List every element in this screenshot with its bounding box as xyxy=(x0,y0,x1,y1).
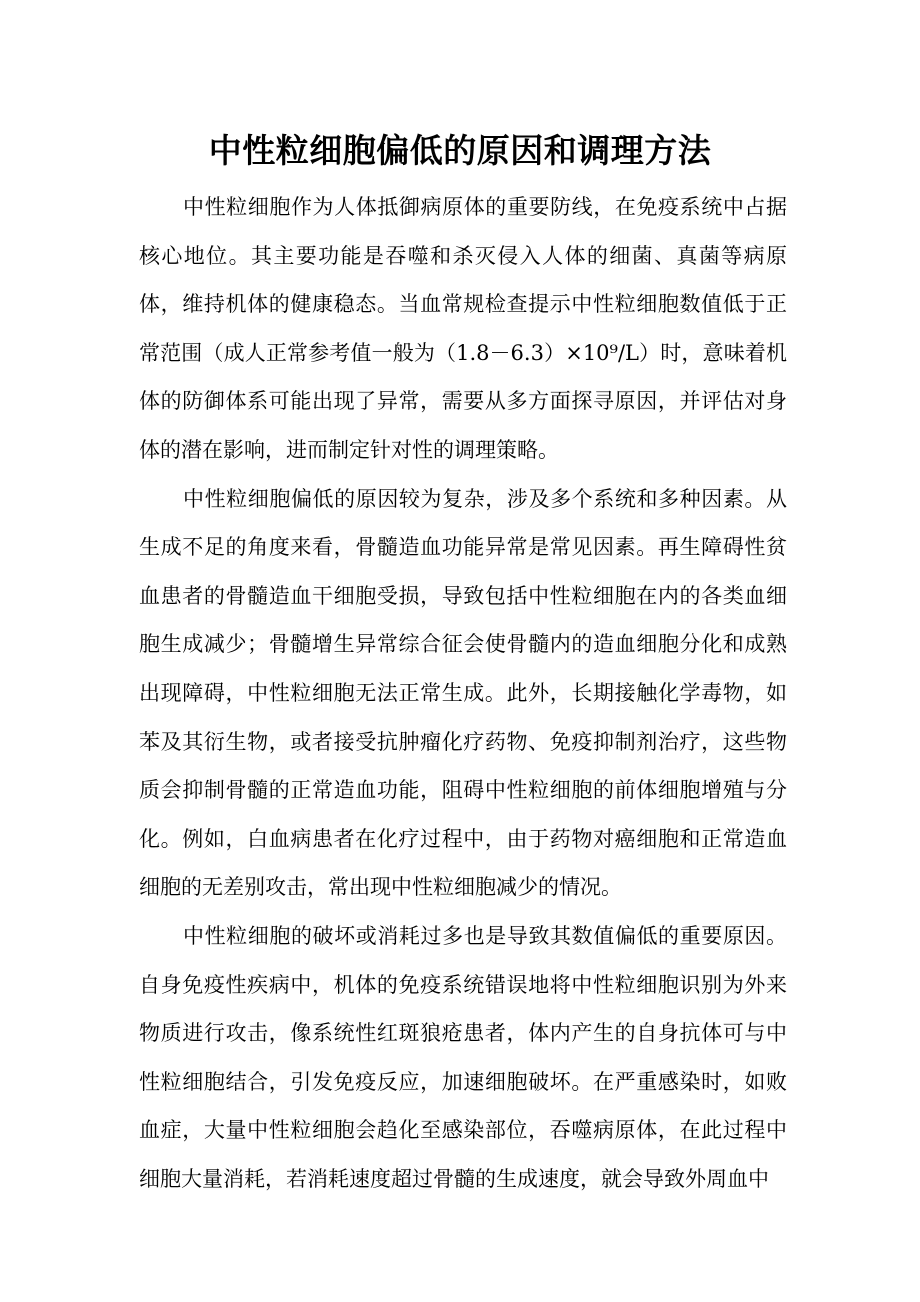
page-title: 中性粒细胞偏低的原因和调理方法 xyxy=(208,131,712,170)
document-body xyxy=(139,183,787,1203)
paragraph-3: 中性粒细胞的破坏或消耗过多也是导致其数值偏低的重要原因。自身免疫性疾病中，机体的免疫系统错误地将中性粒细胞识别为外来物质进行攻击，像系统性红斑狼疮患者，体内产生的自身抗体可与中性粒细胞结合，引发免疫反应，加速细胞破坏。在严重感染时，如败血症，大量中性粒细胞会趋化至感染部位，吞噬病原体，在此过程中细胞大量消耗，若消耗速度超过骨髓的生成速度，就会导致外周血中 xyxy=(139,923,787,1191)
paragraph-2: 中性粒细胞偏低的原因较为复杂，涉及多个系统和多种因素。从生成不足的角度来看，骨髓造血功能异常是常见因素。再生障碍性贫血患者的骨髓造血干细胞受损，导致包括中性粒细胞在内的各类血细胞生成减少；骨髓增生异常综合征会使骨髓内的造血细胞分化和成熟出现障碍，中性粒细胞无法正常生成。此外，长期接触化学毒物，如苯及其衍生物，或者接受抗肿瘤化疗药物、免疫抑制剂治疗，这些物质会抑制骨髓的正常造血功能，阻碍中性粒细胞的前体细胞增殖与分化。例如，白血病患者在化疗过程中，由于药物对癌细胞和正常造血细胞的无差别攻击，常出现中性粒细胞减少的情况。 xyxy=(139,486,787,900)
paragraph-1: 中性粒细胞作为人体抵御病原体的重要防线，在免疫系统中占据核心地位。其主要功能是吞噬和杀灭侵入人体的细菌、真菌等病原体，维持机体的健康稳态。当血常规检查提示中性粒细胞数值低于正常范围（成人正常参考值一般为（1.8－6.3）×10⁹/L）时，意味着机体的防御体系可能出现了异常，需要从多方面探寻原因，并评估对身体的潜在影响，进而制定针对性的调理策略。 xyxy=(139,195,787,462)
